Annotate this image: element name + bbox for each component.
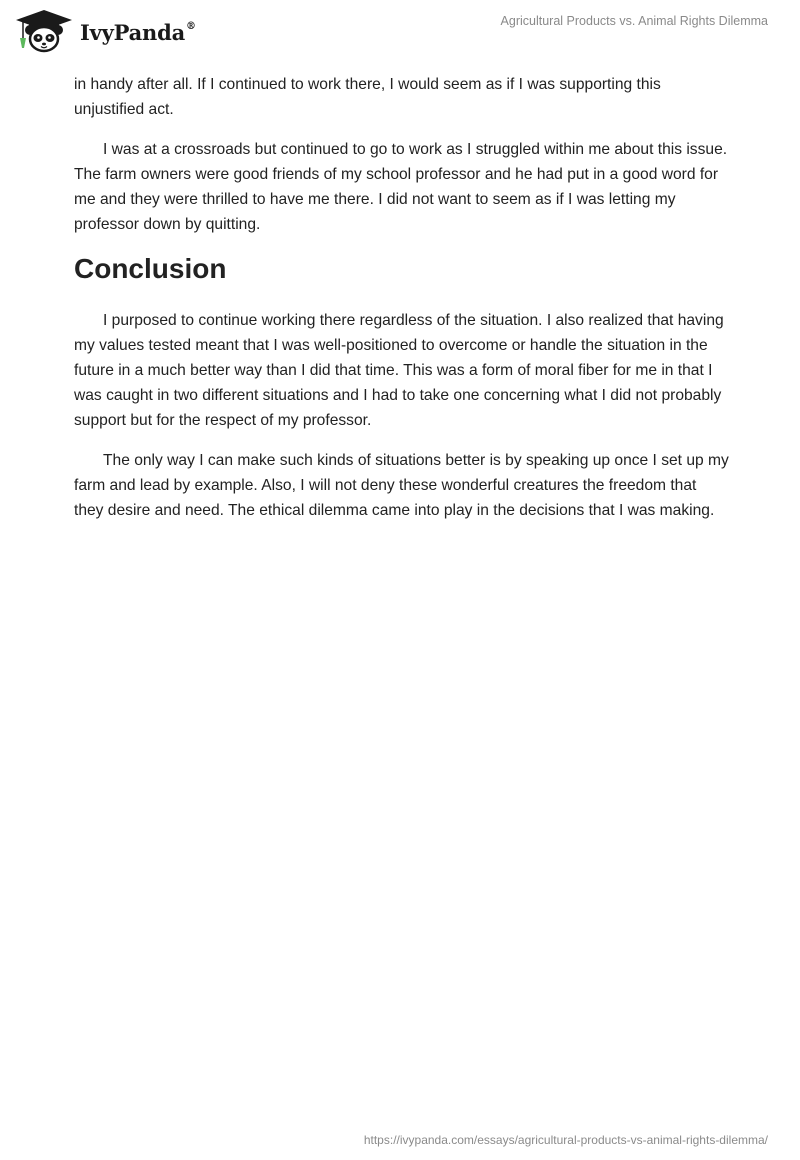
panda-graduate-icon [14,8,74,54]
paragraph: I was at a crossroads but continued to go to work as I struggled within me about this issue. The farm owners were good friends of my school professor and he had put in a good word for me and they were thrilled to have me there. I did not want to seem as if I was letting my professor down by quitting. [74,141,728,233]
section-heading-conclusion: Conclusion [74,253,227,284]
essay-body [74,72,730,538]
document-title: Agricultural Products vs. Animal Rights Dilemma [500,14,768,28]
paragraph: I purposed to continue working there regardless of the situation. I also realized that having my values tested meant that I was well-positioned to overcome or handle the situation in the future in a much better way than I did that time. This was a form of moral fiber for me in that I was caught in two different situations and I had to take one concerning what I did not probably support but for the respect of my professor. [74,312,724,429]
logo-wordmark: IvyPanda® [80,19,196,45]
paragraph: The only way I can make such kinds of situations better is by speaking up once I set up my farm and lead by example. Also, I will not deny these wonderful creatures the freedom that they desire and need. The ethical dilemma came into play in the decisions that I was making. [74,452,729,519]
registered-mark: ® [186,20,196,32]
paragraph: in handy after all. If I continued to work there, I would seem as if I was supporting this unjustified act. [74,76,661,118]
page-header [0,0,800,64]
ivypanda-logo[interactable] [14,8,196,54]
source-url[interactable]: https://ivypanda.com/essays/agricultural-products-vs-animal-rights-dilemma/ [363,1133,768,1147]
